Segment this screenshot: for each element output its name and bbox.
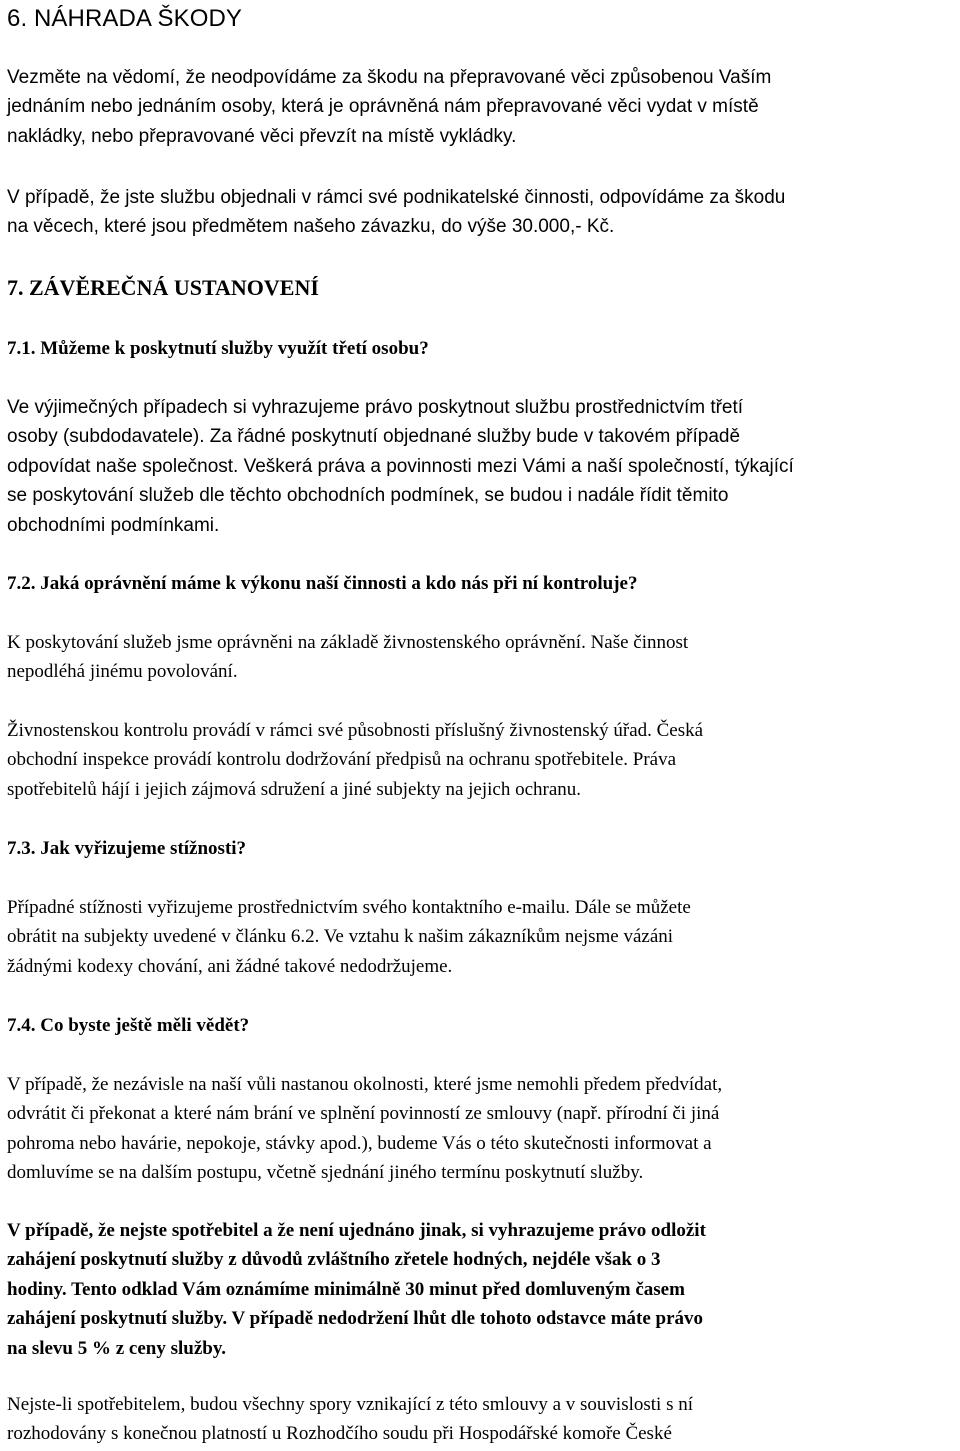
- text-line: nepodléhá jinému povolování.: [7, 661, 238, 683]
- section-7-3-heading: 7.3. Jak vyřizujeme stížnosti?: [7, 838, 247, 859]
- section-6-paragraph-1: [7, 63, 957, 151]
- section-7-1-paragraph: [7, 393, 957, 540]
- text-line: hodiny. Tento odklad Vám oznámíme minimálně 30 minut před domluveným časem: [7, 1278, 685, 1300]
- text-line: K poskytování služeb jsme oprávněni na základě živnostenského oprávnění. Naše činnost: [7, 632, 689, 653]
- section-7-2-heading: 7.2. Jaká oprávnění máme k výkonu naší činnosti a kdo nás při ní kontroluje?: [7, 573, 638, 594]
- text-line: Ve výjimečných případech si vyhrazujeme právo poskytnout službu prostřednictvím třetí: [7, 397, 744, 418]
- text-line: V případě, že nejste spotřebitel a že není ujednáno jinak, si vyhrazujeme právo odložit: [7, 1220, 706, 1241]
- text-line: Živnostenskou kontrolu provádí v rámci své působnosti příslušný živnostenský úřad. Česká: [7, 720, 704, 741]
- text-line: obrátit na subjekty uvedené v článku 6.2. Ve vztahu k našim zákazníkům nejsme vázáni: [7, 926, 674, 948]
- section-7-2-paragraph-2: [7, 716, 957, 804]
- section-7-4-heading: 7.4. Co byste ještě měli vědět?: [7, 1015, 250, 1036]
- section-6-title: 6. NÁHRADA ŠKODY: [7, 5, 243, 32]
- section-7-4-paragraph-1: [7, 1070, 957, 1188]
- section-7-4-paragraph-2: [7, 1216, 957, 1363]
- section-7-3-paragraph: [7, 893, 957, 981]
- text-line: Nejste-li spotřebitelem, budou všechny spory vznikající z této smlouvy a v souvislosti s ní: [7, 1394, 694, 1415]
- text-line: zahájení poskytnutí služby z důvodů zvláštního zřetele hodných, nejdéle však o 3: [7, 1249, 661, 1271]
- section-7-title: 7. ZÁVĚREČNÁ USTANOVENÍ: [7, 275, 319, 300]
- text-line: jednáním nebo jednáním osoby, která je oprávněná nám přepravované věci vydat v místě: [7, 96, 759, 118]
- text-line: zahájení poskytnutí služby. V případě nedodržení lhůt dle tohoto odstavce máte právo: [7, 1308, 704, 1330]
- text-line: se poskytování služeb dle těchto obchodních podmínek, se budou i nadále řídit těmito: [7, 485, 729, 507]
- text-line: rozhodovány s konečnou platností u Rozhodčího soudu při Hospodářské komoře České: [7, 1423, 672, 1445]
- text-line: V případě, že nezávisle na naší vůli nastanou okolnosti, které jsme nemohli předem předvídat,: [7, 1074, 723, 1095]
- text-line: na slevu 5 % z ceny služby.: [7, 1337, 227, 1359]
- text-line: pohroma nebo havárie, nepokoje, stávky apod.), budeme Vás o této skutečnosti informovat a: [7, 1132, 712, 1154]
- text-line: žádnými kodexy chování, ani žádné takové nedodržujeme.: [7, 955, 453, 977]
- text-line: osoby (subdodavatele). Za řádné poskytnutí objednané služby bude v takovém případě: [7, 426, 741, 448]
- text-line: odvrátit či překonat a které nám brání ve splnění povinností ze smlouvy (např. přírodní či jiná: [7, 1103, 720, 1125]
- text-line: nakládky, nebo přepravované věci převzít na místě vykládky.: [7, 125, 517, 147]
- section-6-paragraph-2: [7, 183, 957, 242]
- text-line: odpovídat naše společnost. Veškerá práva a povinnosti mezi Vámi a naší společností, týkající: [7, 455, 794, 477]
- section-7-1-heading: 7.1. Můžeme k poskytnutí služby využít třetí osobu?: [7, 338, 429, 359]
- text-line: Případné stížnosti vyřizujeme prostřednictvím svého kontaktního e-mailu. Dále se můžete: [7, 897, 691, 918]
- section-7-4-paragraph-3: [7, 1390, 957, 1449]
- text-line: V případě, že jste službu objednali v rámci své podnikatelské činnosti, odpovídáme za škodu: [7, 187, 786, 208]
- text-line: obchodní inspekce provádí kontrolu dodržování předpisů na ochranu spotřebitele. Práva: [7, 749, 677, 771]
- text-line: spotřebitelů hájí i jejich zájmová sdružení a jiné subjekty na jejich ochranu.: [7, 778, 582, 800]
- text-line: obchodními podmínkami.: [7, 514, 220, 536]
- text-line: na věcech, které jsou předmětem našeho závazku, do výše 30.000,- Kč.: [7, 216, 615, 238]
- section-7-2-paragraph-1: [7, 628, 957, 687]
- text-line: Vezměte na vědomí, že neodpovídáme za škodu na přepravované věci způsobenou Vaším: [7, 67, 772, 88]
- text-line: domluvíme se na dalším postupu, včetně sjednání jiného termínu poskytnutí služby.: [7, 1162, 644, 1184]
